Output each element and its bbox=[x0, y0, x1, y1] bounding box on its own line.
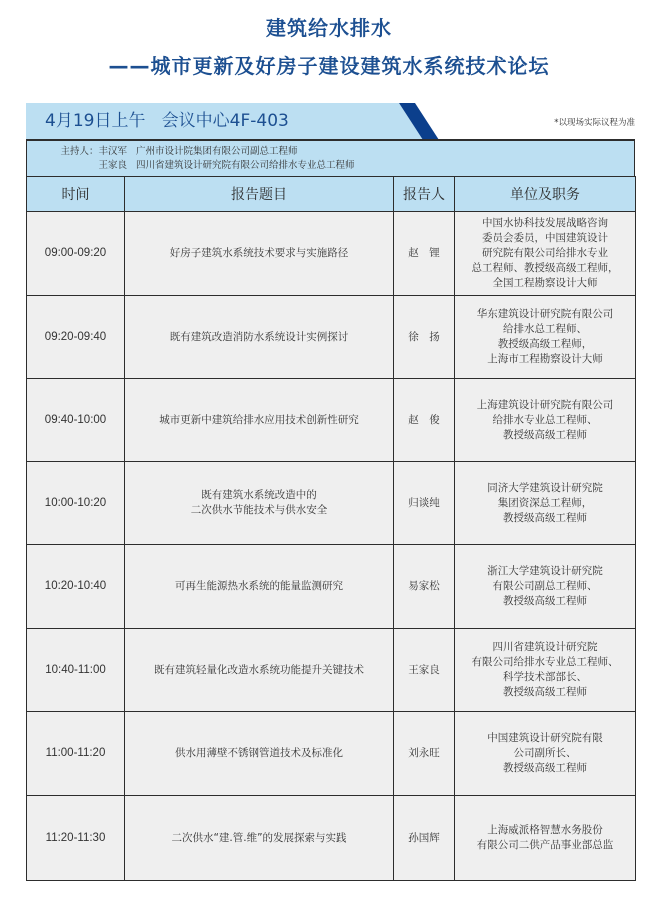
header-org: 单位及职务 bbox=[455, 177, 636, 212]
forum-title bbox=[0, 14, 658, 80]
cell-org: 浙江大学建筑设计研究院 有限公司副总工程师、 教授级高级工程师 bbox=[455, 545, 636, 629]
cell-speaker: 孙国辉 bbox=[394, 796, 455, 881]
header-speaker: 报告人 bbox=[394, 177, 455, 212]
cell-topic: 可再生能源热水系统的能量监测研究 bbox=[125, 545, 394, 629]
cell-topic: 既有建筑改造消防水系统设计实例探讨 bbox=[125, 296, 394, 379]
table-row bbox=[27, 712, 636, 796]
cell-time: 11:20-11:30 bbox=[27, 796, 125, 881]
table-row bbox=[27, 545, 636, 629]
agenda-table bbox=[26, 176, 636, 881]
hosts-row bbox=[26, 140, 635, 176]
table-row bbox=[27, 796, 636, 881]
cell-topic: 供水用薄壁不锈钢管道技术及标准化 bbox=[125, 712, 394, 796]
cell-time: 09:40-10:00 bbox=[27, 379, 125, 462]
cell-speaker: 王家良 bbox=[394, 629, 455, 712]
cell-topic: 城市更新中建筑给排水应用技术创新性研究 bbox=[125, 379, 394, 462]
decorative-dashes bbox=[572, 878, 612, 881]
host-line-1 bbox=[27, 145, 298, 158]
cell-speaker: 刘永旺 bbox=[394, 712, 455, 796]
cell-org: 中国水协科技发展战略咨询 委员会委员，中国建筑设计 研究院有限公司给排水专业 总工程师、教授级高级工程师， 全国工程勘察设计大师 bbox=[455, 212, 636, 296]
table-header-row bbox=[27, 177, 636, 212]
cell-org: 华东建筑设计研究院有限公司 给排水总工程师、 教授级高级工程师， 上海市工程勘察设计大师 bbox=[455, 296, 636, 379]
table-row bbox=[27, 629, 636, 712]
header-topic: 报告题目 bbox=[125, 177, 394, 212]
cell-speaker: 赵 锂 bbox=[394, 212, 455, 296]
cell-speaker: 归谈纯 bbox=[394, 462, 455, 545]
host-name: 丰汉军 bbox=[98, 146, 127, 157]
cell-speaker: 赵 俊 bbox=[394, 379, 455, 462]
cell-time: 09:00-09:20 bbox=[27, 212, 125, 296]
table-row bbox=[27, 462, 636, 545]
host-org: 广州市设计院集团有限公司副总工程师 bbox=[136, 146, 298, 157]
table-row bbox=[27, 212, 636, 296]
table-row bbox=[27, 379, 636, 462]
cell-org: 上海威派格智慧水务股份 有限公司二供产品事业部总监 bbox=[455, 796, 636, 881]
cell-org: 中国建筑设计研究院有限 公司副所长、 教授级高级工程师 bbox=[455, 712, 636, 796]
header-time: 时间 bbox=[27, 177, 125, 212]
cell-topic: 既有建筑水系统改造中的 二次供水节能技术与供水安全 bbox=[125, 462, 394, 545]
cell-time: 09:20-09:40 bbox=[27, 296, 125, 379]
title-main: 建筑给水排水 bbox=[266, 16, 392, 40]
cell-time: 10:40-11:00 bbox=[27, 629, 125, 712]
cell-time: 11:00-11:20 bbox=[27, 712, 125, 796]
cell-topic: 二次供水“建.管.维”的发展探索与实践 bbox=[125, 796, 394, 881]
host-label: 主持人： bbox=[60, 146, 99, 157]
cell-time: 10:00-10:20 bbox=[27, 462, 125, 545]
title-subtitle: ——城市更新及好房子建设建筑水系统技术论坛 bbox=[108, 54, 550, 78]
cell-topic: 既有建筑轻量化改造水系统功能提升关键技术 bbox=[125, 629, 394, 712]
cell-org: 同济大学建筑设计研究院 集团资深总工程师， 教授级高级工程师 bbox=[455, 462, 636, 545]
session-date-venue: 4月19日上午 会议中心4F-403 bbox=[45, 111, 289, 131]
host-line-2 bbox=[27, 159, 355, 172]
host-org: 四川省建筑设计研究院有限公司给排水专业总工程师 bbox=[136, 160, 355, 171]
host-name: 王家良 bbox=[98, 160, 127, 171]
session-banner bbox=[26, 103, 635, 140]
cell-org: 四川省建筑设计研究院 有限公司给排水专业总工程师、 科学技术部部长、 教授级高级工程师 bbox=[455, 629, 636, 712]
cell-speaker: 易家松 bbox=[394, 545, 455, 629]
table-row bbox=[27, 296, 636, 379]
cell-topic: 好房子建筑水系统技术要求与实施路径 bbox=[125, 212, 394, 296]
cell-time: 10:20-10:40 bbox=[27, 545, 125, 629]
cell-org: 上海建筑设计研究院有限公司 给排水专业总工程师、 教授级高级工程师 bbox=[455, 379, 636, 462]
agenda-disclaimer: *以现场实际议程为准 bbox=[554, 118, 635, 128]
cell-speaker: 徐 扬 bbox=[394, 296, 455, 379]
